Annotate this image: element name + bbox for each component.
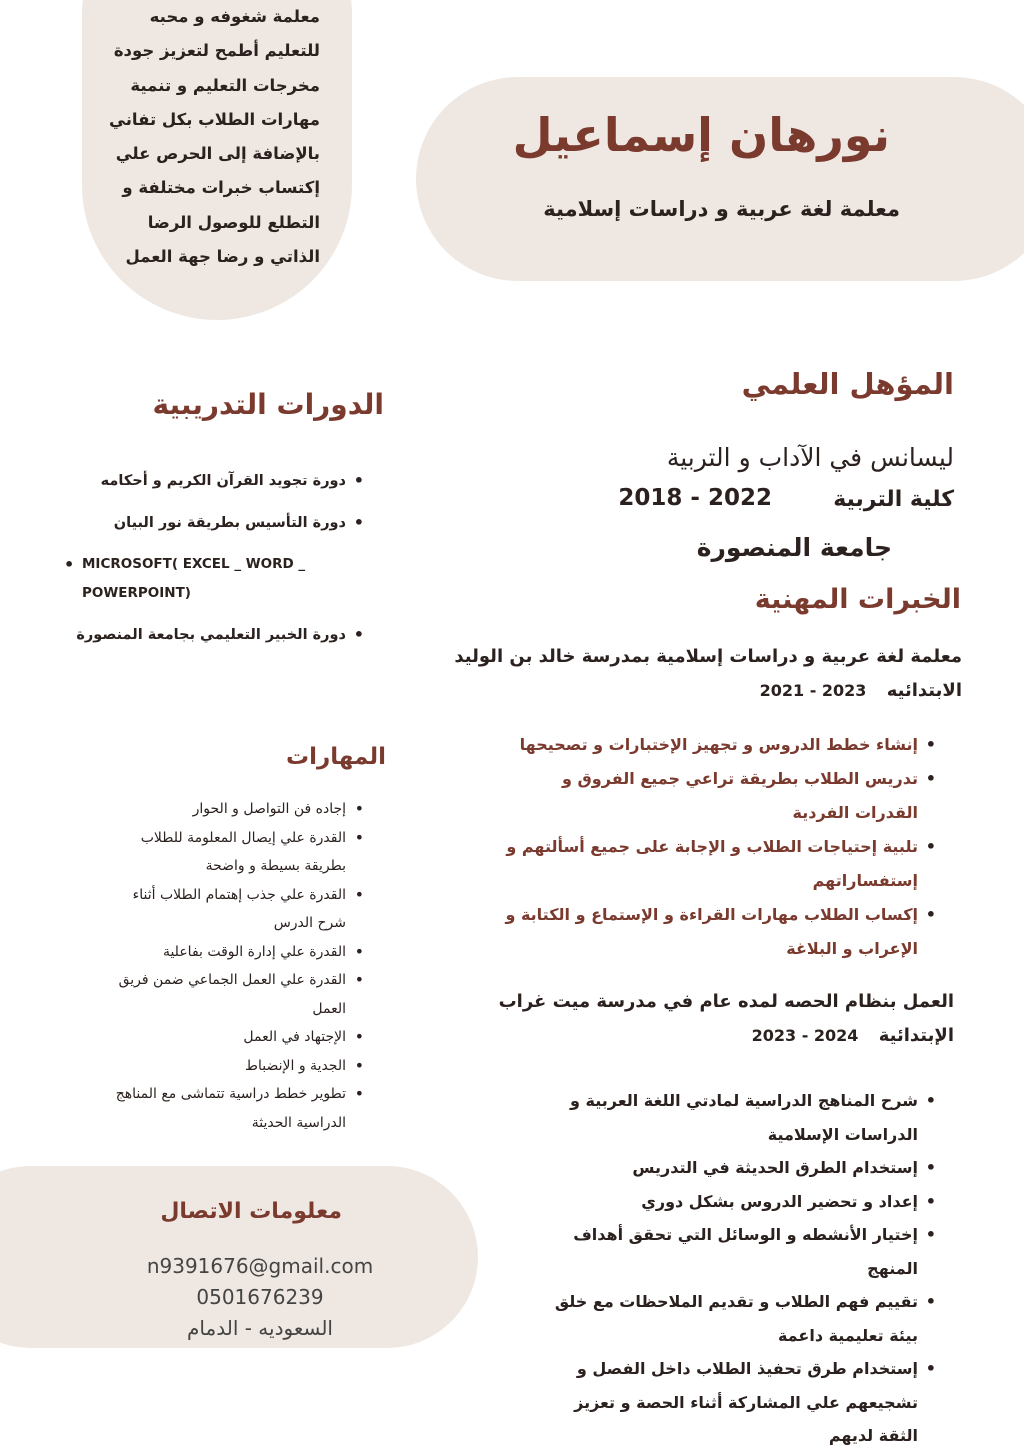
candidate-name: نورهان إسماعيل	[512, 108, 890, 162]
list-item: • شرح المناهج الدراسية لمادتي اللغة العربية و الدراسات الإسلامية	[536, 1084, 936, 1151]
contact-email[interactable]: n9391676@gmail.com	[146, 1254, 374, 1278]
contact-location: السعوديه - الدمام	[187, 1316, 333, 1340]
candidate-job-title: معلمة لغة عربية و دراسات إسلامية	[543, 197, 900, 221]
list-item: • إستخدام الطرق الحديثة في التدريس	[536, 1151, 936, 1185]
list-item: • القدرة علي إيصال المعلومة للطلاب بطريقة بسيطة و واضحة	[104, 824, 364, 881]
list-item: • القدرة علي العمل الجماعي ضمن فريق العمل	[104, 966, 364, 1023]
list-item: • الإجتهاد في العمل	[104, 1023, 364, 1052]
job-task-list	[536, 1084, 936, 1448]
list-item: • تلبية إحتياجات الطلاب و الإجابة على جميع أسألتهم و إستفساراتهم	[496, 830, 936, 898]
list-item: • دورة تجويد القرآن الكريم و أحكامه	[64, 466, 364, 496]
list-item: • تدريس الطلاب بطريقة تراعي جميع الفروق و القدرات الفردية	[496, 762, 936, 830]
contact-phone[interactable]: 0501676239	[196, 1285, 324, 1309]
skills-list	[104, 795, 364, 1137]
list-item: • تطوير خطط دراسية تتماشى مع المناهج الدراسية الحديثة	[104, 1080, 364, 1137]
job-years: 2023 - 2024	[751, 1026, 859, 1045]
list-item: • إجاده فن التواصل و الحوار	[104, 795, 364, 824]
list-item: • MICROSOFT( EXCEL _ WORD _ POWERPOINT)	[64, 550, 364, 608]
job-heading-text: معلمة لغة عربية و دراسات إسلامية بمدرسة خالد بن الوليد الابتدائيه	[454, 646, 962, 701]
contact-section-title: معلومات الاتصال	[160, 1199, 342, 1224]
profile-summary: معلمة شغوفه و محبه للتعليم أطمح لتعزيز جودة مخرجات التعليم و تنمية مهارات الطلاب بكل تفاني بالإضافة إلى الحرص علي إكتساب خبرات مختلفة و التطلع للوصول الرضا الذاتي و رضا جهة العمل	[109, 7, 320, 267]
courses-section-title: الدورات التدريبية	[152, 388, 384, 421]
job-heading	[484, 985, 954, 1053]
education-university: جامعة المنصورة	[696, 533, 892, 562]
job-task-list	[496, 728, 936, 966]
job-heading	[442, 640, 962, 708]
list-item: • القدرة علي جذب إهتمام الطلاب أثناء شرح الدرس	[104, 881, 364, 938]
education-years: 2018 - 2022	[618, 485, 772, 511]
list-item: • إكساب الطلاب مهارات القراءة و الإستماع و الكتابة و الإعراب و البلاغة	[496, 898, 936, 966]
list-item: • إعداد و تحضير الدروس بشكل دوري	[536, 1185, 936, 1219]
list-item: • دورة الخبير التعليمي بجامعة المنصورة	[64, 620, 364, 650]
education-section-title: المؤهل العلمي	[741, 367, 954, 401]
list-item: • إستخدام طرق تحفيذ الطلاب داخل الفصل و تشجيعهم علي المشاركة أثناء الحصة و تعزيز الثقة لديهم	[536, 1352, 936, 1448]
education-degree: ليسانس في الآداب و التربية	[666, 443, 954, 472]
list-item: • إنشاء خطط الدروس و تجهيز الإختبارات و تصحيحها	[496, 728, 936, 762]
job-heading-text: العمل بنظام الحصه لمده عام في مدرسة ميت غراب الإبتدائية	[498, 991, 954, 1046]
job-years: 2021 - 2023	[759, 681, 867, 700]
list-item: • القدرة علي إدارة الوقت بفاعلية	[104, 938, 364, 967]
list-item: • تقييم فهم الطلاب و تقديم الملاحظات مع خلق بيئة تعليمية داعمة	[536, 1285, 936, 1352]
courses-list	[64, 466, 364, 662]
list-item: • دورة التأسيس بطريقة نور البيان	[64, 508, 364, 538]
list-item: • إختيار الأنشطه و الوسائل التي تحقق أهداف المنهج	[536, 1218, 936, 1285]
education-college: كلية التربية	[833, 487, 954, 512]
list-item: • الجدية و الإنضباط	[104, 1052, 364, 1081]
skills-section-title: المهارات	[286, 744, 386, 770]
experience-section-title: الخبرات المهنية	[754, 584, 961, 615]
